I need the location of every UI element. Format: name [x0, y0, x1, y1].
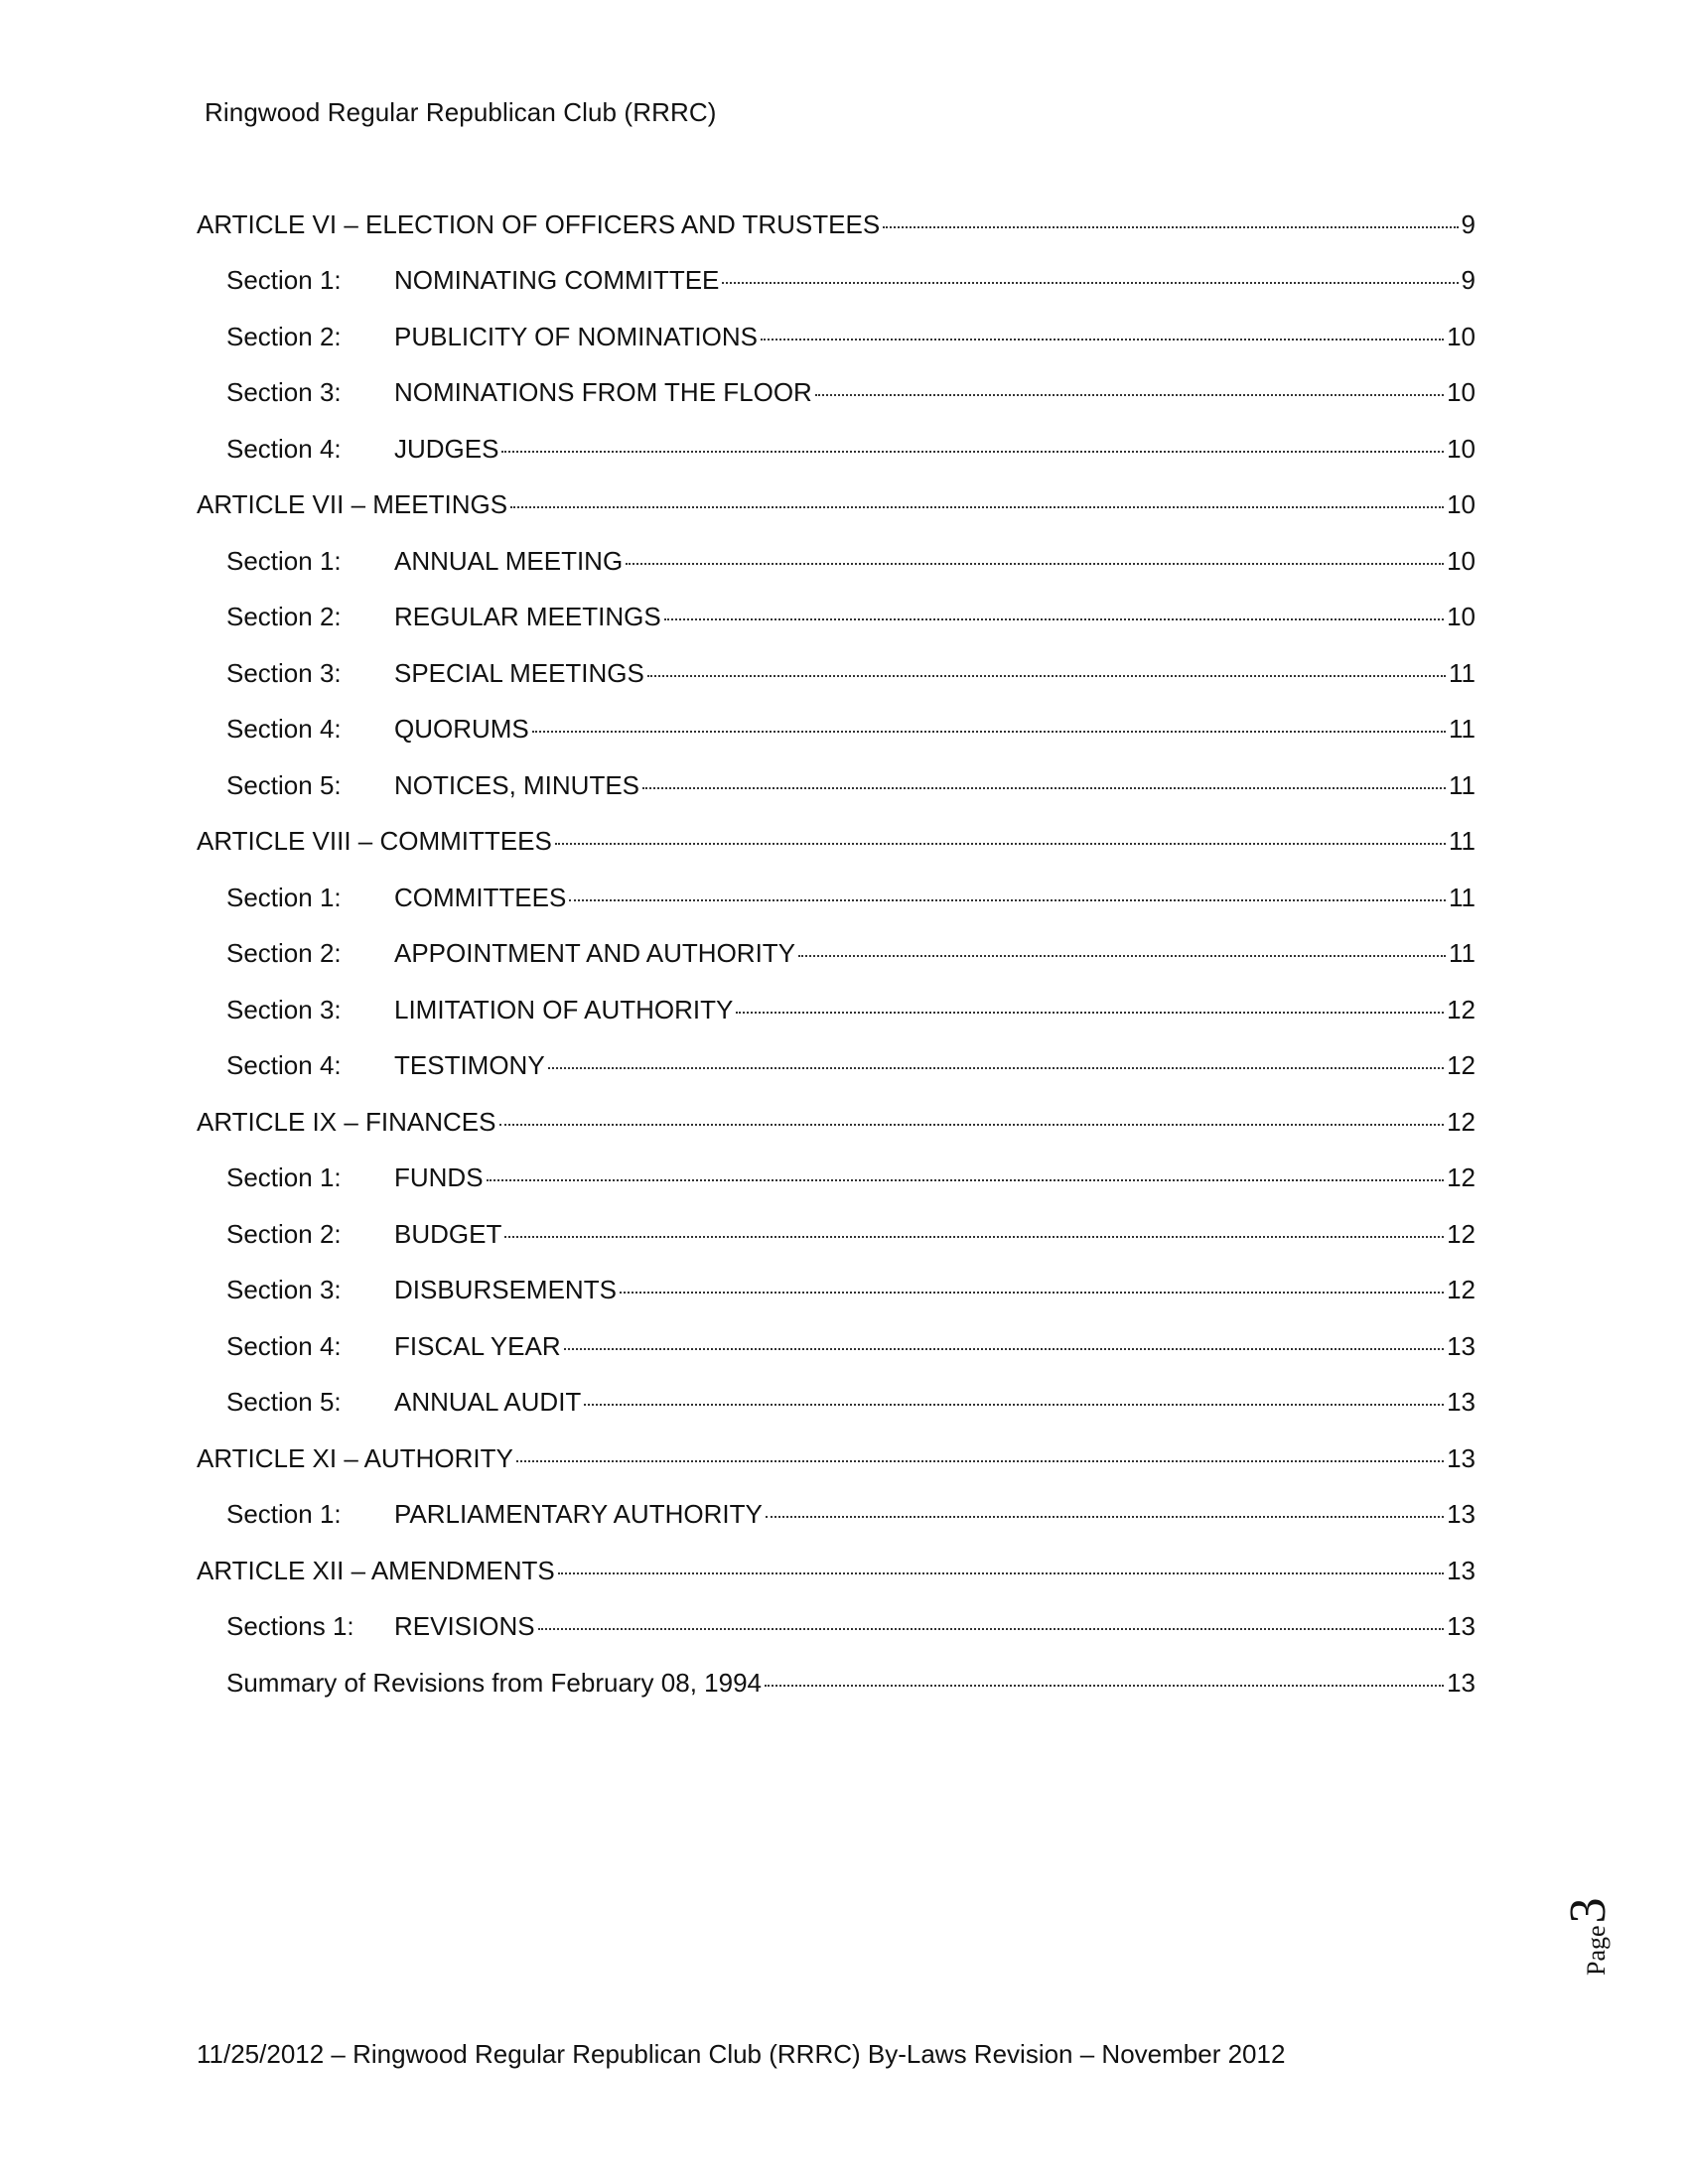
toc-dot-leader — [538, 1628, 1444, 1630]
toc-entry-title: ARTICLE VI – ELECTION OF OFFICERS AND TRUSTEES — [197, 208, 881, 239]
toc-section-entry[interactable] — [197, 1151, 1476, 1207]
toc-dot-leader — [555, 843, 1446, 845]
toc-entry-title: ARTICLE VIII – COMMITTEES — [197, 826, 552, 857]
toc-section-entry[interactable] — [197, 421, 1476, 478]
toc-section-label: Section 5: — [226, 1387, 342, 1418]
toc-page-number: 9 — [1461, 265, 1476, 296]
toc-dot-leader — [798, 955, 1446, 957]
toc-dot-leader — [501, 451, 1444, 453]
toc-entry-line — [197, 377, 1476, 408]
toc-entry-title: Summary of Revisions from February 08, 1994 — [226, 1667, 762, 1698]
toc-dot-leader — [504, 1236, 1444, 1238]
toc-entry-title: ARTICLE XII – AMENDMENTS — [197, 1555, 555, 1585]
toc-entry-title: QUORUMS — [394, 714, 529, 745]
toc-entry-line — [197, 995, 1476, 1025]
page-number: 3 — [1560, 1897, 1617, 1924]
toc-entry-title: DISBURSEMENTS — [394, 1275, 617, 1305]
toc-section-label: Section 2: — [226, 1218, 342, 1249]
toc-article-entry[interactable] — [197, 1431, 1476, 1487]
toc-page-number: 12 — [1447, 1218, 1476, 1249]
toc-entry-title: REVISIONS — [394, 1611, 535, 1642]
toc-entry-line — [197, 1668, 1476, 1699]
toc-dot-leader — [510, 506, 1444, 508]
toc-section-label: Section 2: — [226, 938, 342, 969]
page-number-mark — [1559, 1866, 1618, 1976]
toc-section-entry[interactable] — [197, 309, 1476, 365]
toc-page-number: 13 — [1447, 1442, 1476, 1473]
toc-section-label: Section 1: — [226, 882, 342, 912]
toc-section-label: Section 1: — [226, 545, 342, 576]
toc-dot-leader — [532, 731, 1446, 733]
toc-section-entry[interactable] — [197, 533, 1476, 590]
toc-page-number: 10 — [1447, 602, 1476, 632]
toc-entry-line — [197, 546, 1476, 577]
toc-section-entry[interactable] — [197, 1599, 1476, 1656]
toc-page-number: 10 — [1447, 433, 1476, 464]
page-footer: 11/25/2012 – Ringwood Regular Republican Club (RRRC) By-Laws Revision – November 2012 — [197, 2039, 1286, 2069]
toc-section-label: Section 4: — [226, 714, 342, 745]
toc-dot-leader — [516, 1460, 1444, 1462]
toc-page-number: 13 — [1447, 1667, 1476, 1698]
toc-dot-leader — [569, 899, 1446, 901]
toc-section-entry[interactable] — [197, 365, 1476, 422]
toc-entry-title: BUDGET — [394, 1218, 502, 1249]
toc-entry-title: FISCAL YEAR — [394, 1330, 561, 1361]
toc-entry-title: ANNUAL AUDIT — [394, 1387, 582, 1418]
toc-dot-leader — [766, 1516, 1444, 1518]
toc-entry-title: FUNDS — [394, 1162, 484, 1193]
toc-entry-title: NOMINATIONS FROM THE FLOOR — [394, 377, 812, 408]
toc-entry-title: SPECIAL MEETINGS — [394, 657, 644, 688]
toc-section-entry[interactable] — [197, 253, 1476, 310]
toc-entry-line — [197, 1275, 1476, 1305]
page-word: Page — [1582, 1925, 1611, 1976]
toc-entry-line — [197, 1162, 1476, 1193]
toc-entry-line — [197, 1556, 1476, 1586]
toc-entry-title: ARTICLE VII – MEETINGS — [197, 489, 508, 520]
toc-page-number: 11 — [1449, 714, 1476, 745]
toc-entry-line — [197, 1499, 1476, 1530]
toc-entry-line — [197, 938, 1476, 969]
toc-section-label: Section 1: — [226, 1162, 342, 1193]
toc-section-entry[interactable] — [197, 1375, 1476, 1432]
toc-section-entry[interactable] — [197, 1487, 1476, 1544]
toc-entry-line — [197, 714, 1476, 745]
toc-section-entry[interactable] — [197, 702, 1476, 758]
toc-section-label: Section 3: — [226, 657, 342, 688]
toc-entry-title: NOMINATING COMMITTEE — [394, 265, 720, 296]
toc-dot-leader — [722, 282, 1458, 284]
page-header: Ringwood Regular Republican Club (RRRC) — [205, 97, 717, 127]
toc-section-label: Section 3: — [226, 377, 342, 408]
toc-section-entry[interactable] — [197, 645, 1476, 702]
toc-entry-line — [197, 322, 1476, 352]
toc-dot-leader — [765, 1685, 1444, 1687]
toc-entry-line — [197, 1443, 1476, 1474]
toc-page-number: 11 — [1449, 938, 1476, 969]
toc-entry-line — [197, 489, 1476, 520]
toc-entry-line — [197, 1050, 1476, 1081]
toc-page-number: 13 — [1447, 1499, 1476, 1530]
toc-article-entry[interactable] — [197, 1094, 1476, 1151]
toc-dot-leader — [815, 394, 1444, 396]
toc-dot-leader — [499, 1124, 1445, 1126]
toc-section-label: Section 2: — [226, 321, 342, 351]
toc-section-label: Section 4: — [226, 433, 342, 464]
toc-page-number: 12 — [1447, 1106, 1476, 1137]
toc-summary-entry[interactable] — [197, 1655, 1476, 1711]
toc-dot-leader — [564, 1348, 1444, 1350]
toc-section-label: Section 5: — [226, 769, 342, 800]
toc-page-number: 12 — [1447, 994, 1476, 1024]
toc-article-entry[interactable] — [197, 1543, 1476, 1599]
toc-page-number: 13 — [1447, 1387, 1476, 1418]
toc-entry-line — [197, 1331, 1476, 1362]
toc-entry-title: REGULAR MEETINGS — [394, 602, 661, 632]
toc-entry-line — [197, 883, 1476, 913]
toc-page-number: 13 — [1447, 1555, 1476, 1585]
toc-page-number: 11 — [1449, 657, 1476, 688]
toc-article-entry[interactable] — [197, 478, 1476, 534]
toc-dot-leader — [736, 1012, 1444, 1014]
toc-page-number: 11 — [1449, 882, 1476, 912]
toc-page-number: 11 — [1449, 769, 1476, 800]
toc-entry-line — [197, 209, 1476, 240]
toc-entry-title: NOTICES, MINUTES — [394, 769, 640, 800]
toc-article-entry[interactable] — [197, 197, 1476, 253]
toc-section-entry[interactable] — [197, 1206, 1476, 1263]
toc-page-number: 10 — [1447, 545, 1476, 576]
toc-entry-title: TESTIMONY — [394, 1050, 545, 1081]
toc-page-number: 12 — [1447, 1275, 1476, 1305]
toc-page-number: 13 — [1447, 1330, 1476, 1361]
toc-section-entry[interactable] — [197, 757, 1476, 814]
toc-section-label: Section 1: — [226, 265, 342, 296]
toc-dot-leader — [642, 787, 1446, 789]
toc-page-number: 13 — [1447, 1611, 1476, 1642]
toc-section-label: Section 1: — [226, 1499, 342, 1530]
toc-entry-line — [197, 265, 1476, 296]
toc-page-number: 10 — [1447, 489, 1476, 520]
toc-entry-title: ANNUAL MEETING — [394, 545, 624, 576]
toc-dot-leader — [761, 339, 1444, 341]
toc-entry-line — [197, 770, 1476, 801]
toc-dot-leader — [584, 1404, 1444, 1406]
toc-dot-leader — [487, 1179, 1445, 1181]
toc-entry-title: LIMITATION OF AUTHORITY — [394, 994, 734, 1024]
toc-entry-title: ARTICLE XI – AUTHORITY — [197, 1442, 513, 1473]
toc-entry-line — [197, 826, 1476, 857]
toc-section-entry[interactable] — [197, 982, 1476, 1038]
toc-dot-leader — [620, 1292, 1444, 1294]
toc-page-number: 9 — [1461, 208, 1476, 239]
toc-section-label: Section 3: — [226, 1275, 342, 1305]
toc-page-number: 12 — [1447, 1162, 1476, 1193]
toc-dot-leader — [626, 563, 1444, 565]
toc-section-entry[interactable] — [197, 1038, 1476, 1095]
toc-section-entry[interactable] — [197, 590, 1476, 646]
toc-entry-line — [197, 1107, 1476, 1138]
toc-entry-line — [197, 1387, 1476, 1418]
toc-dot-leader — [548, 1067, 1444, 1069]
toc-section-entry[interactable] — [197, 1318, 1476, 1375]
toc-dot-leader — [647, 675, 1446, 677]
toc-entry-line — [197, 1611, 1476, 1642]
toc-page-number: 10 — [1447, 377, 1476, 408]
toc-page-number: 11 — [1449, 826, 1476, 857]
toc-entry-line — [197, 602, 1476, 632]
toc-dot-leader — [883, 226, 1458, 228]
toc-entry-line — [197, 658, 1476, 689]
toc-section-label: Section 4: — [226, 1050, 342, 1081]
toc-section-entry[interactable] — [197, 926, 1476, 983]
toc-dot-leader — [664, 618, 1444, 620]
toc-article-entry[interactable] — [197, 814, 1476, 871]
toc-section-entry[interactable] — [197, 870, 1476, 926]
toc-dot-leader — [558, 1572, 1444, 1574]
toc-entry-line — [197, 1219, 1476, 1250]
toc-entry-title: APPOINTMENT AND AUTHORITY — [394, 938, 796, 969]
toc-entry-line — [197, 434, 1476, 465]
toc-section-label: Section 2: — [226, 602, 342, 632]
toc-section-label: Section 3: — [226, 994, 342, 1024]
table-of-contents — [197, 197, 1476, 1711]
toc-section-label: Section 4: — [226, 1330, 342, 1361]
toc-entry-title: COMMITTEES — [394, 882, 567, 912]
toc-entry-title: JUDGES — [394, 433, 499, 464]
toc-entry-title: PUBLICITY OF NOMINATIONS — [394, 321, 758, 351]
toc-section-entry[interactable] — [197, 1263, 1476, 1319]
toc-page-number: 10 — [1447, 321, 1476, 351]
toc-section-label: Sections 1: — [226, 1611, 354, 1642]
toc-page-number: 12 — [1447, 1050, 1476, 1081]
toc-entry-title: ARTICLE IX – FINANCES — [197, 1106, 496, 1137]
toc-entry-title: PARLIAMENTARY AUTHORITY — [394, 1499, 763, 1530]
